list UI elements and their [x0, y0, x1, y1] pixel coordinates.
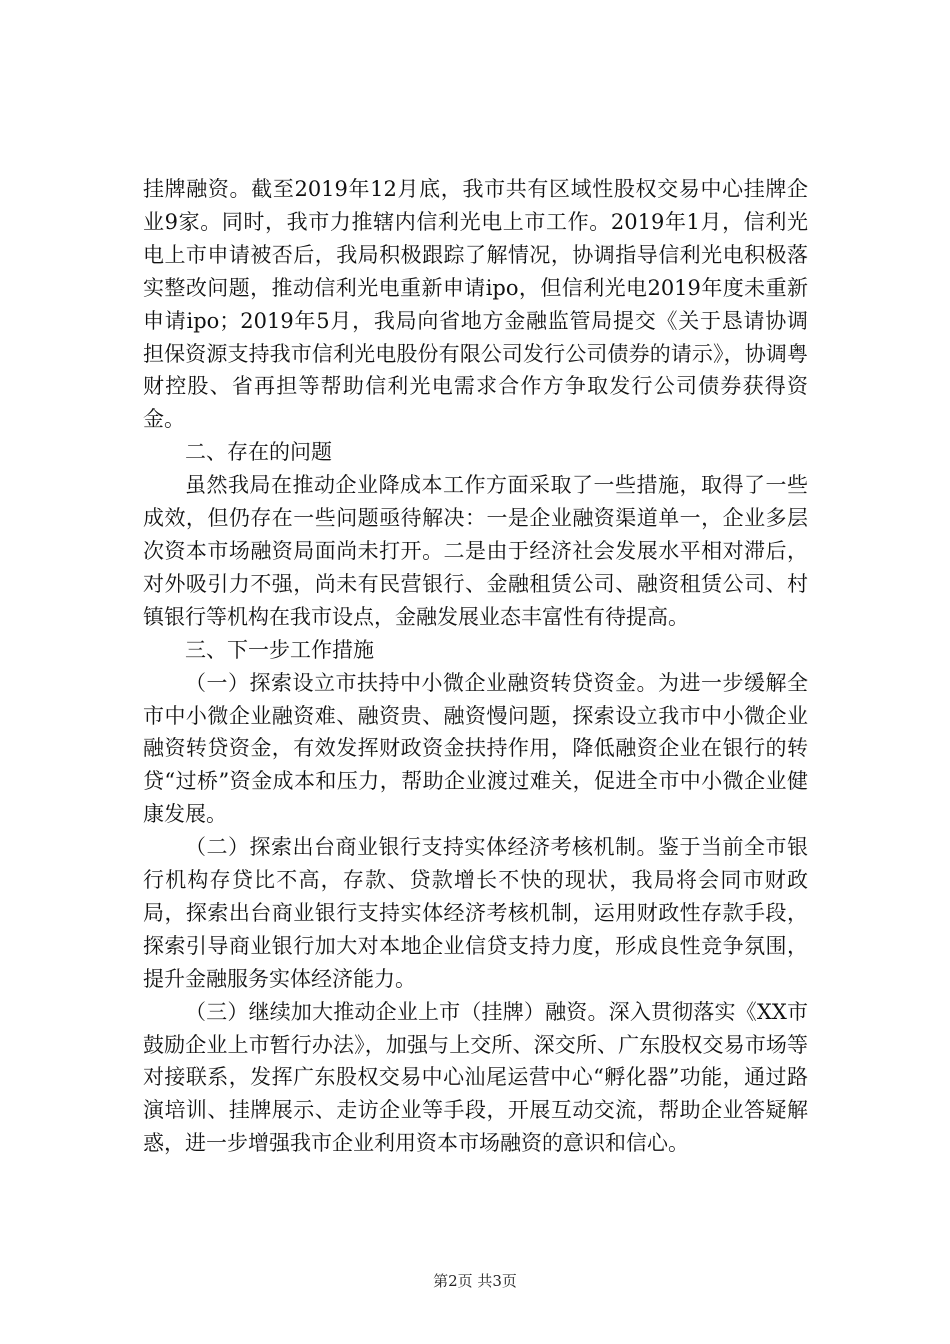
section-heading-problems: 二、存在的问题 — [185, 440, 332, 465]
paragraph-financing-continuation: 挂牌融资。截至2019年12月底，我市共有区域性股权交易中心挂牌企业9家。同时，我市力推辖内信利光电上市工作。2019年1月，信利光电上市申请被否后，我局积极跟踪了解情况，协调指导信利光电积极落实整改问题，推动信利光电重新申请ipo，但信利光电2019年度未重新申请ipo；2019年5月，我局向省地方金融监管局提交《关于恳请协调担保资源支持我市信利光电股份有限公司发行公司债券的请示》，协调粤财控股、省再担等帮助信利光电需求合作方争取发行公司债券获得资金。 — [143, 177, 808, 432]
paragraph-measure-2: （二）探索出台商业银行支持实体经济考核机制。鉴于当前全市银行机构存贷比不高，存款、贷款增长不快的现状，我局将会同市财政局，探索出台商业银行支持实体经济考核机制，运用财政性存款手段，探索引导商业银行加大对本地企业信贷支持力度，形成良性竞争氛围，提升金融服务实体经济能力。 — [143, 835, 808, 991]
paragraph-measure-1: （一）探索设立市扶持中小微企业融资转贷资金。为进一步缓解全市中小微企业融资难、融资贵、融资慢问题，探索设立我市中小微企业融资转贷资金，有效发挥财政资金扶持作用，降低融资企业在银行的转贷“过桥”资金成本和压力，帮助企业渡过难关，促进全市中小微企业健康发展。 — [143, 670, 808, 827]
paragraph-problems: 虽然我局在推动企业降成本工作方面采取了一些措施，取得了一些成效，但仍存在一些问题亟待解决：一是企业融资渠道单一，企业多层次资本市场融资局面尚未打开。二是由于经济社会发展水平相对滞后，对外吸引力不强，尚未有民营银行、金融租赁公司、融资租赁公司、村镇银行等机构在我市设点，金融发展业态丰富性有待提高。 — [143, 473, 808, 629]
document-body — [143, 173, 808, 1160]
paragraph-measure-3: （三）继续加大推动企业上市（挂牌）融资。深入贯彻落实《XX市鼓励企业上市暂行办法》，加强与上交所、深交所、广东股权交易市场等对接联系，发挥广东股权交易中心汕尾运营中心“孵化器”功能，通过路演培训、挂牌展示、走访企业等手段，开展互动交流，帮助企业答疑解惑，进一步增强我市企业利用资本市场融资的意识和信心。 — [143, 999, 808, 1156]
section-heading-next-steps: 三、下一步工作措施 — [185, 637, 374, 662]
page-number-footer: 第2页 共3页 — [433, 1272, 517, 1290]
